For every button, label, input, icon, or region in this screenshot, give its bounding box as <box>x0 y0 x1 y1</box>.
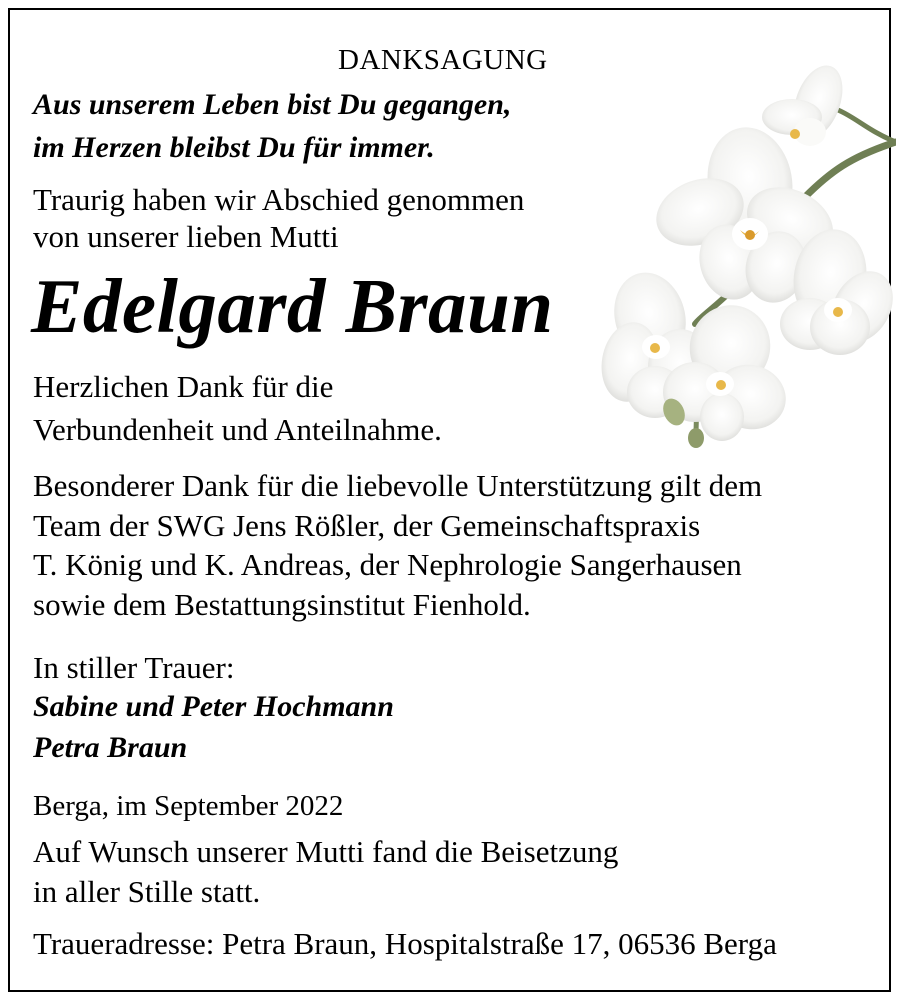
special-thanks-line: T. König und K. Andreas, der Nephrologie Sangerhausen <box>33 547 742 582</box>
mourning-address: Traueradresse: Petra Braun, Hospitalstraße 17, 06536 Berga <box>33 926 777 961</box>
orchid-image <box>600 62 896 452</box>
thanks-line-2: Verbundenheit und Anteilnahme. <box>33 412 442 447</box>
place-date: Berga, im September 2022 <box>33 790 344 822</box>
special-thanks-line: Besonderer Dank für die liebevolle Unterstützung gilt dem <box>33 468 763 503</box>
motto-line-2: im Herzen bleibst Du für immer. <box>33 131 435 164</box>
notice-heading: DANKSAGUNG <box>338 44 548 76</box>
burial-note-line-1: Auf Wunsch unserer Mutti fand die Beisetzung <box>33 834 619 869</box>
mourner-name: Sabine und Peter Hochmann <box>33 690 394 723</box>
deceased-name: Edelgard Braun <box>31 263 554 349</box>
special-thanks-line: Team der SWG Jens Rößler, der Gemeinschaftspraxis <box>33 508 701 543</box>
burial-note-line-2: in aller Stille statt. <box>33 874 261 909</box>
mourner-name: Petra Braun <box>33 731 188 764</box>
special-thanks-line: sowie dem Bestattungsinstitut Fienhold. <box>33 587 531 622</box>
intro-line-2: von unserer lieben Mutti <box>33 219 339 254</box>
intro-line-1: Traurig haben wir Abschied genommen <box>33 182 525 217</box>
mourning-label: In stiller Trauer: <box>33 650 235 685</box>
motto-line-1: Aus unserem Leben bist Du gegangen, <box>33 88 512 121</box>
thanks-line-1: Herzlichen Dank für die <box>33 369 334 404</box>
